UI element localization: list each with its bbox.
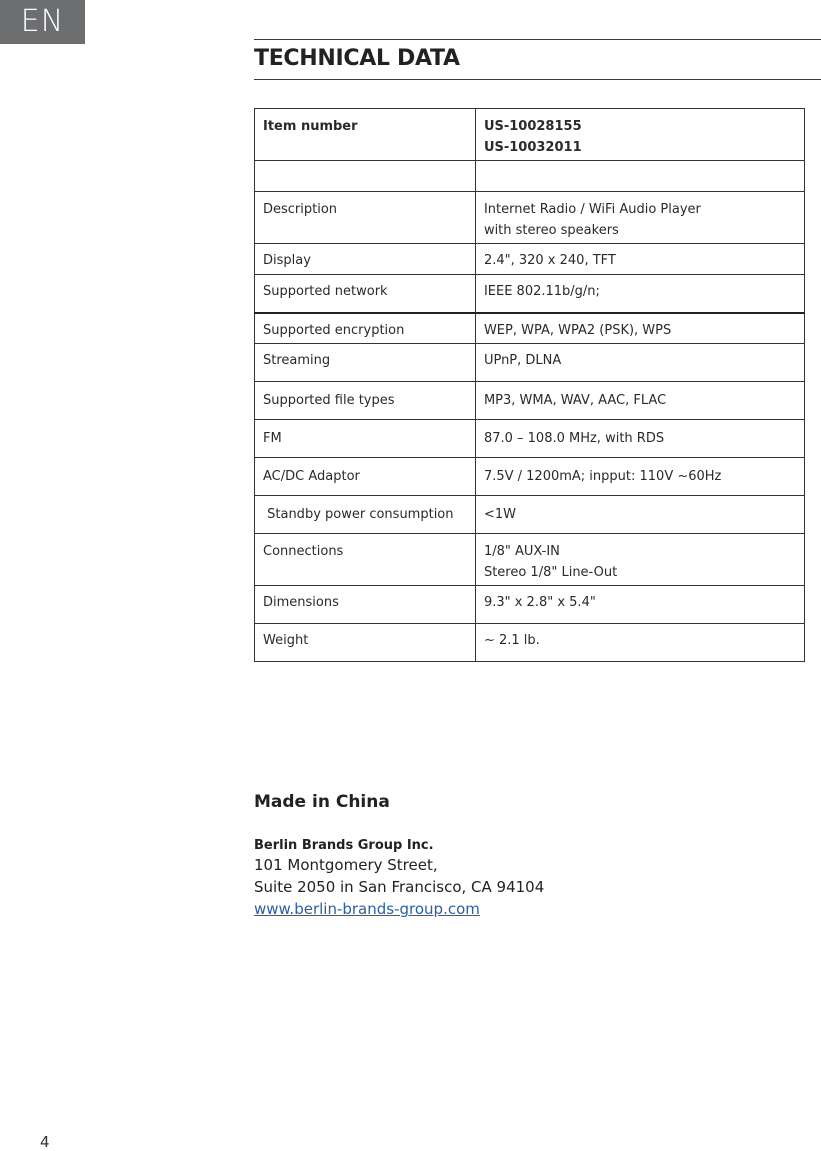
language-tab: EN xyxy=(0,0,85,44)
table-row xyxy=(255,534,805,586)
table-row xyxy=(255,344,805,382)
row-value xyxy=(475,161,804,192)
table-row xyxy=(255,586,805,624)
row-value: MP3, WMA, WAV, AAC, FLAC xyxy=(475,382,804,420)
table-row xyxy=(255,109,805,161)
row-value: US-10028155 US-10032011 xyxy=(475,109,804,161)
table-row xyxy=(255,275,805,313)
row-value: ~ 2.1 lb. xyxy=(475,624,804,662)
row-label: Streaming xyxy=(255,344,476,382)
table-row xyxy=(255,624,805,662)
row-label: Supported network xyxy=(255,275,476,313)
page-number: 4 xyxy=(40,1133,50,1151)
company-name: Berlin Brands Group Inc. xyxy=(254,838,434,853)
table-row xyxy=(255,496,805,534)
row-label: Weight xyxy=(255,624,476,662)
row-label: Item number xyxy=(255,109,476,161)
row-value: WEP, WPA, WPA2 (PSK), WPS xyxy=(475,313,804,344)
table-row xyxy=(255,420,805,458)
row-value: Internet Radio / WiFi Audio Player with stereo speakers xyxy=(475,192,804,244)
row-value: UPnP, DLNA xyxy=(475,344,804,382)
row-label: Supported encryption xyxy=(255,313,476,344)
row-value: IEEE 802.11b/g/n; xyxy=(475,275,804,313)
table-row xyxy=(255,458,805,496)
row-label: Supported file types xyxy=(255,382,476,420)
row-label: Dimensions xyxy=(255,586,476,624)
technical-data-table xyxy=(254,108,805,662)
address-line-2: Suite 2050 in San Francisco, CA 94104 xyxy=(254,878,545,896)
row-value: 7.5V / 1200mA; inpput: 110V ~60Hz xyxy=(475,458,804,496)
row-label xyxy=(255,161,476,192)
row-value: 1/8" AUX-IN Stereo 1/8" Line-Out xyxy=(475,534,804,586)
row-value: 2.4", 320 x 240, TFT xyxy=(475,244,804,275)
table-row xyxy=(255,382,805,420)
row-value: 87.0 – 108.0 MHz, with RDS xyxy=(475,420,804,458)
row-label: Connections xyxy=(255,534,476,586)
table-row xyxy=(255,244,805,275)
row-label: AC/DC Adaptor xyxy=(255,458,476,496)
page-title: TECHNICAL DATA xyxy=(254,46,460,71)
table-row xyxy=(255,192,805,244)
row-value: <1W xyxy=(475,496,804,534)
row-label: Description xyxy=(255,192,476,244)
made-in-heading: Made in China xyxy=(254,792,390,812)
website-link[interactable]: www.berlin-brands-group.com xyxy=(254,900,480,918)
row-label: Display xyxy=(255,244,476,275)
table-row-empty xyxy=(255,161,805,192)
address-line-1: 101 Montgomery Street, xyxy=(254,856,438,874)
row-label: Standby power consumption xyxy=(255,496,476,534)
table-row xyxy=(255,313,805,344)
row-value: 9.3" x 2.8" x 5.4" xyxy=(475,586,804,624)
row-label: FM xyxy=(255,420,476,458)
title-block xyxy=(254,39,821,80)
